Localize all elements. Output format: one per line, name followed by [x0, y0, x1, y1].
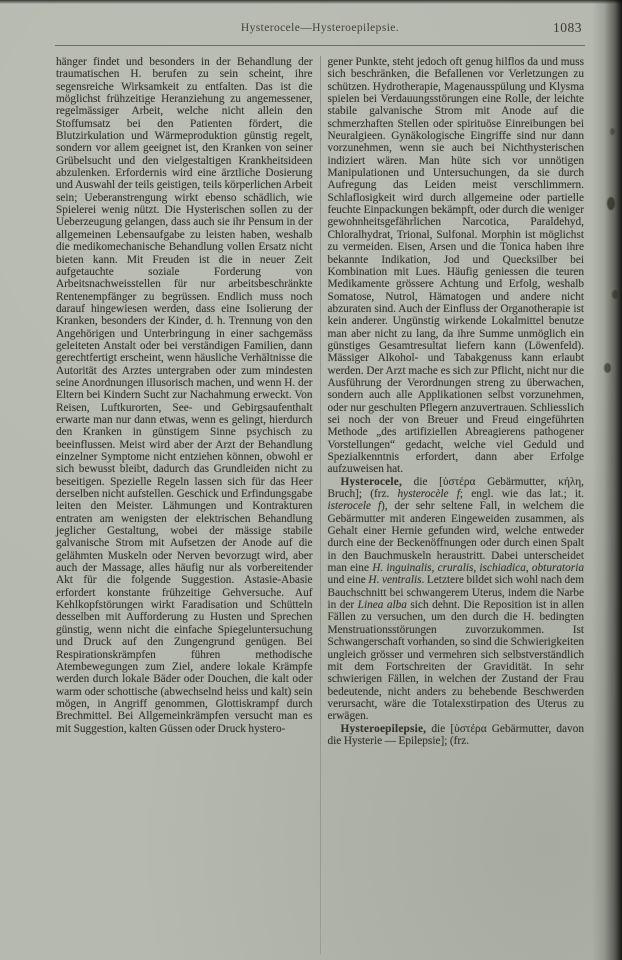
- text-segment: H. ventralis: [368, 574, 422, 587]
- paragraph: [328, 56, 585, 476]
- page-number: 1083: [553, 20, 582, 35]
- header-rule: [55, 45, 585, 46]
- text-segment: Linea alba: [357, 599, 407, 612]
- text-segment: . Letztere bildet sich wohl nach dem Bauchschnitt bei schwangerem Uterus, indem die Narbe in der: [327, 574, 585, 612]
- entry-headword: Hysterocele,: [340, 475, 402, 488]
- text-segment: isterocele f: [327, 500, 381, 513]
- text-columns: [56, 56, 584, 954]
- running-title: Hysterocele—Hysteroepilepsie.: [240, 22, 400, 34]
- page-header: [56, 22, 584, 42]
- paragraph: [56, 56, 313, 735]
- text-segment: die [ὑστέρα Gebärmutter, κήλη, Bruch]; (frz.: [327, 475, 584, 501]
- text-segment: die [ὑστέρα Gebärmutter, davon die Hysterie — Epilepsie]; (frz.: [327, 722, 584, 747]
- ink-speck: [604, 363, 611, 373]
- ink-speck: [612, 290, 618, 299]
- entry-headword: Hysteroepilepsie,: [340, 722, 427, 735]
- ink-speck: [607, 197, 615, 210]
- paragraph: [328, 723, 585, 748]
- left-column: [56, 56, 320, 954]
- text-segment: ), der sehr seltene Fall, in welchem die Gebärmutter mit anderen Eingeweiden zusammen, als Gehalt einer Hernie gefunden wird, welche entweder durch eine der Beckenöffnungen oder durch einen Spalt in den Bauchmuskeln heraustritt. Dabei unterscheidet man eine: [327, 500, 584, 575]
- text-segment: H. inguinalis, cruralis, ischiadica, obturatoria: [372, 562, 584, 575]
- page-top-edge-shadow: [0, 0, 622, 4]
- paragraph: [328, 476, 585, 723]
- text-segment: ; engl. wie das lat.; it.: [459, 488, 584, 501]
- text-segment: hänger findet und besonders in der Behandlung der traumatischen H. berufen zu sein scheint, ihre segensreiche Wirksamkeit zu entfalten. Das ist die möglichst frühzeitige Heranziehung zu angemessener, regelmässiger Arbeit, welche nicht allein den Stoffumsatz bei den Patienten fördert, die Blutzirkulation und Wärmeproduktion günstig regelt, sondern vor allem geeignet ist, den Kranken von seiner Grübelsucht und den vielgestaltigen Krankheitsideen abzulenken. Erfordernis wird eine ärztliche Dosierung und Auswahl der teils geistigen, teils körperlichen Arbeit sein; Ueberanstrengung wirkt ebenso schädlich, wie Spielerei wenig nützt. Die Hysterischen sollen zu der Ueberzeugung gelangen, dass auch sie ihr Pensum in der allgemeinen Lebensaufgabe zu leisten haben, weshalb die medikomechanische Behandlung vollen Ersatz nicht bieten kann. Mit Freuden ist die in neuer Zeit aufgetauchte soziale Forderung von Arbeitsnachweisstellen für nur arbeitsbeschränkte Rentenempfänger zu begrüssen. Endlich muss noch darauf hingewiesen werden, dass eine Isolierung der Kranken, besonders der Kinder, d. h. Trennung von den Angehörigen und Unterbringung in einer sachgemäss geleiteten Anstalt oder bei verständigen Familien, dann gerechtfertigt erscheint, wenn häusliche Verhältnisse die Autorität des Arztes untergraben oder zum mindesten seine Anordnungen illusorisch machen, und wenn H. der Eltern bei Kindern Sucht zur Nachahmung erweckt. Von Reisen, Luftkurorten, See- und Gebirgsaufenthalt erwarte man nur dann etwas, wenn es gelingt, hierdurch den Kranken in günstigem Sinne psychisch zu beeinflussen. Meist wird aber der Arzt der Behandlung einzelner Symptome nicht entziehen können, obwohl er sich bewusst bleibt, dadurch das Grundleiden nicht zu beseitigen. Spezielle Regeln lassen sich für das Heer derselben nicht aufstellen. Geschick und Erfindungsgabe leiten den Meister. Lähmungen und Kontrakturen entraten am wenigsten der elektrischen Behandlung jeglicher Gestaltung, wobei der mässige stabile galvanische Strom mit Aufsetzen der Anode auf die gelähmten Muskeln oder Nerven bevorzugt wird, aber auch der Massage, alles häufig nur als vorbereitender Akt für die folgende Suggestion. Astasie-Abasie erfordert konstante frühzeitige Gehversuche. Auf Kehlkopfstörungen wirkt Faradisation und Schütteln desselben mit Aufforderung zu Husten und Sprechen günstig, wenn nicht die einfache Spiegeluntersuchung und Druck auf den Zungengrund genügen. Bei Respirationskrämpfen führen methodische Atembewegungen zum Ziel, andere lokale Krämpfe werden durch lokale Bäder oder Douchen, die kalt oder warm oder schottische (abwechselnd heiss und kalt) sein mögen, in Angriff genommen, Glottiskrampf durch Brechmittel. Bei Allgemeinkrämpfen versucht man es mit Suggestion, kalten Güssen oder Druck hystero-: [56, 56, 313, 735]
- text-segment: gener Punkte, steht jedoch oft genug hilflos da und muss sich beschränken, die Befallenen vor Verletzungen zu schützen. Hydrotherapie, Magenausspülung und Klysma spielen bei Verdauungsstörungen eine Rolle, der leichte stabile galvanische Strom mit Anode auf die schmerzhaften Stellen oder spirituöse Einreibungen bei Neuralgieen. Gynäkologische Eingriffe sind nur dann vorzunehmen, wenn sie auch bei Nichthysterischen indiziert wären. Man hüte sich vor unnötigen Manipulationen und Untersuchungen, da sie durch Aufregung das Leiden meist verschlimmern. Schlaflosigkeit wird durch allgemeine oder partielle feuchte Einpackungen bekämpft, oder durch die weniger gewohnheitsgefährlichen Narcotica, Paraldehyd, Chloralhydrat, Trional, Sulfonal. Morphin ist möglichst zu vermeiden. Eisen, Arsen und die Tonica haben ihre bekannte Indikation, Jod und Quecksilber bei Kombination mit Lues. Häufig geniessen die teuren Medikamente grössere Achtung und Erfolg, weshalb Somatose, Nutrol, Hämatogen und andere nicht abzuraten sind. Auch der Einfluss der Organotherapie ist kein anderer. Ungünstig wirkende Lokalmittel benutze man aber nicht zu lang, da ihre Summe unmöglich ein günstiges Gesamtresultat liefern kann (Löwenfeld). Mässiger Alkohol- und Tabakgenuss kann erlaubt werden. Der Arzt mache es sich zur Pflicht, nicht nur die Ausführung der Verordnungen streng zu überwachen, sondern auch alle Applikationen selbst vorzunehmen, oder nur geschulten Pflegern anzuvertrauen. Schliesslich sei noch der von Breuer und Freud eingeführten Methode „des artifiziellen Abreagierens pathogener Vorstellungen“ gedacht, welche viel Geduld und Spezialkenntnis erfordert, dann aber Erfolge aufzuweisen hat.: [327, 56, 584, 476]
- text-segment: sich dehnt. Die Reposition ist in allen Fällen zu versuchen, um den durch die H. bedingten Menstruationsstörungen zuvorzukommen. Ist Schwangerschaft vorhanden, so sind die Schwierigkeiten ungleich grösser und vermehren sich selbstverständlich mit dem Fortschreiten der Gravidität. In sehr schwierigen Fällen, in welchen der Zustand der Frau bedeutende, nicht anders zu behebende Beschwerden verursacht, wäre die Totalexstirpation des Uterus zu erwägen.: [327, 599, 584, 723]
- text-segment: hysterocèle f: [397, 488, 460, 501]
- ink-speck: [610, 128, 615, 135]
- text-segment: und eine: [327, 574, 369, 587]
- right-column: [321, 56, 585, 954]
- page-right-edge-shadow: [592, 0, 622, 960]
